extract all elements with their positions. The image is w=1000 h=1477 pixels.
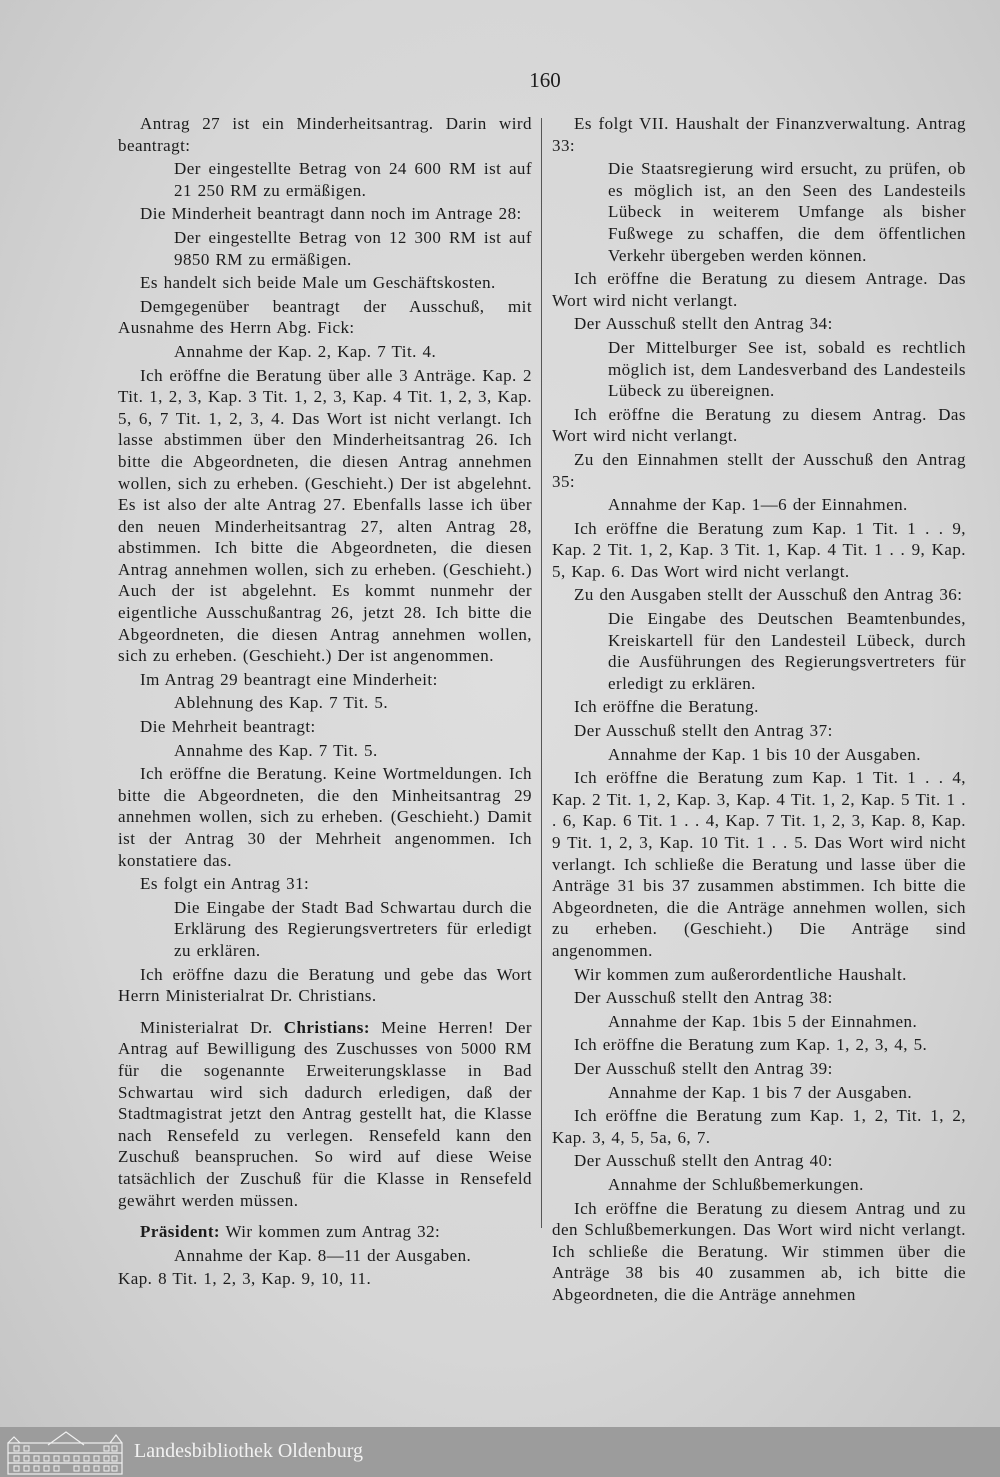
text-run: Demgegenüber beantragt der Ausschuß, mit Ausnahme des Herrn Abg. Fick: xyxy=(118,296,532,338)
text-run: Im Antrag 29 beantragt eine Minderheit: xyxy=(140,669,438,689)
indented-motion-text xyxy=(118,897,532,962)
paragraph xyxy=(118,1221,532,1243)
speaker-name: Präsident: xyxy=(140,1222,221,1242)
text-run: Annahme der Kap. 1 bis 10 der Ausgaben. xyxy=(608,744,922,764)
indented-motion-text xyxy=(552,158,966,266)
text-run: Ich eröffne die Beratung über alle 3 Anträge. Kap. 2 Tit. 1, 2, 3, Kap. 3 Tit. 1, 2, 3, Kap. 4 Tit. 1, 2, 3, Kap. 5, 6, 7 Tit. 1, 2, 3, 4. Das Wort ist nicht verlangt. Ich lasse abstimmen über den Minderheitsantrag 26. Ich bitte die Abgeordneten, die diesen Antrag annehmen wollen, sich zu erheben. (Geschieht.) Der ist abgelehnt. Es ist also der alte Antrag 27. Ebenfalls lasse ich über den neuen Minderheitsantrag 27, alten Antrag 28, abstimmen. Ich bitte die Abgeordneten, die diesen Antrag annehmen wollen, sich zu erheben. (Geschieht.) Auch der ist abgelehnt. Es kommt nunmehr der eigentliche Ausschußantrag 26, jetzt 28. Ich bitte die Abgeordneten, die diesen Antrag annehmen wollen, sich zu erheben. (Geschieht.) Der ist angenommen. xyxy=(118,365,532,666)
text-run: Annahme der Kap. 8—11 der Ausgaben. xyxy=(174,1245,472,1265)
text-run: Ich eröffne die Beratung zu diesem Antrag. Das Wort wird nicht verlangt. xyxy=(552,404,966,446)
paragraph xyxy=(118,272,532,294)
paragraph xyxy=(118,1268,532,1290)
text-run: Der eingestellte Betrag von 24 600 RM ist auf 21 250 RM zu ermäßigen. xyxy=(174,159,532,200)
indented-motion-text xyxy=(118,341,532,363)
paragraph xyxy=(118,669,532,691)
text-run: Ministerialrat Dr. xyxy=(140,1017,284,1037)
paragraph xyxy=(118,203,532,225)
text-run: Ich eröffne die Beratung zum Kap. 1 Tit. 1 . . 4, Kap. 2 Tit. 1, 2, Kap. 3, Kap. 4 Tit. 1, 2, Kap. 5 Tit. 1 . . 6, Kap. 6 Tit. 1 . . 4, Kap. 7 Tit. 1, 2, 3, Kap. 8, Kap. 9 Tit. 1, 2, 3, Kap. 10 Tit. 1 . . 5. Das Wort wird nicht verlangt. Ich schließe die Beratung und lasse über die Anträge 31 bis 37 zusammen abstimmen. Ich bitte die Abgeordneten, die die Anträge annehmen wollen, sich zu erheben. (Geschieht.) Die Anträge sind angenommen. xyxy=(552,768,966,960)
text-run: Ich eröffne die Beratung zu diesem Antrag und zu den Schlußbemerkungen. Das Wort wird nicht verlangt. Ich schließe die Beratung. Wir stimmen über die Anträge 38 bis 40 zusammen ab, ich bitte die Abgeordneten, die die Anträge annehmen xyxy=(552,1198,966,1304)
text-run: Wir kommen zum außerordentliche Haushalt. xyxy=(574,964,907,984)
paragraph xyxy=(552,696,966,718)
text-run: Die Eingabe des Deutschen Beamtenbundes, Kreiskartell für den Landesteil Lübeck, durch die Ausführungen des Regierungsvertreters für erledigt zu erklären. xyxy=(608,609,966,693)
indented-motion-text xyxy=(552,337,966,402)
text-run: Ich eröffne die Beratung. Keine Wortmeldungen. Ich bitte die Abgeordneten, die den Minheitsantrag 29 annehmen wollen, sich zu erheben. (Geschieht.) Damit ist der Antrag 30 der Mehrheit angenommen. Ich konstatiere das. xyxy=(118,764,532,870)
indented-motion-text xyxy=(552,494,966,516)
indented-motion-text xyxy=(552,1082,966,1104)
text-run: Ich eröffne die Beratung zum Kap. 1, 2, 3, 4, 5. xyxy=(574,1035,928,1055)
paragraph xyxy=(552,113,966,156)
text-run: Der Ausschuß stellt den Antrag 38: xyxy=(574,988,833,1008)
indented-motion-text xyxy=(118,158,532,201)
indented-motion-text xyxy=(118,740,532,762)
text-run: Annahme der Kap. 2, Kap. 7 Tit. 4. xyxy=(174,341,437,361)
text-run: Ich eröffne dazu die Beratung und gebe das Wort Herrn Ministerialrat Dr. Christians. xyxy=(118,964,532,1006)
left-column xyxy=(118,113,532,1292)
paragraph xyxy=(552,268,966,311)
text-run: Zu den Ausgaben stellt der Ausschuß den Antrag 36: xyxy=(574,585,963,605)
paragraph xyxy=(552,518,966,583)
column-divider xyxy=(541,118,542,1228)
paragraph xyxy=(552,987,966,1009)
indented-motion-text xyxy=(552,744,966,766)
text-run: Der eingestellte Betrag von 12 300 RM ist auf 9850 RM zu ermäßigen. xyxy=(174,227,532,269)
paragraph xyxy=(552,1034,966,1056)
indented-motion-text xyxy=(552,608,966,694)
text-run: Der Ausschuß stellt den Antrag 39: xyxy=(574,1058,833,1078)
text-run: Ich eröffne die Beratung zum Kap. 1 Tit. 1 . . 9, Kap. 2 Tit. 1, 2, Kap. 3 Tit. 1, Kap. 4 Tit. 1 . . 9, Kap. 5, Kap. 6. Das Wort wird nicht verlangt. xyxy=(552,518,966,581)
speaker-name: Christians: xyxy=(283,1017,370,1037)
paragraph xyxy=(552,449,966,492)
text-run: Zu den Einnahmen stellt der Ausschuß den Antrag 35: xyxy=(552,449,966,491)
text-run: Es folgt ein Antrag 31: xyxy=(140,874,310,894)
indented-motion-text xyxy=(118,1245,532,1267)
paragraph xyxy=(118,365,532,667)
text-run: Annahme des Kap. 7 Tit. 5. xyxy=(174,740,378,760)
library-building-icon xyxy=(6,1431,124,1475)
paragraph xyxy=(552,1198,966,1306)
text-run: Ich eröffne die Beratung zu diesem Antrage. Das Wort wird nicht verlangt. xyxy=(552,269,966,310)
text-run: Ich eröffne die Beratung. xyxy=(574,697,759,717)
paragraph xyxy=(118,113,532,156)
text-run: Annahme der Kap. 1—6 der Einnahmen. xyxy=(608,495,908,515)
paragraph xyxy=(552,1150,966,1172)
paragraph xyxy=(552,1105,966,1148)
paragraph xyxy=(118,716,532,738)
text-run: Die Staatsregierung wird ersucht, zu prüfen, ob es möglich ist, an den Seen des Landesteils Lübeck in weiterem Umfange als bisher Fußwege zu schaffen, die dem öffentlichen Verkehr übergeben werden können. xyxy=(608,159,966,265)
page-number: 160 xyxy=(529,68,561,92)
paragraph xyxy=(552,404,966,447)
text-run: Annahme der Kap. 1 bis 7 der Ausgaben. xyxy=(608,1082,913,1102)
text-run: Die Mehrheit beantragt: xyxy=(140,717,316,737)
text-run: Der Mittelburger See ist, sobald es rechtlich möglich ist, dem Landesverband des Landesteils Lübeck zu übereignen. xyxy=(608,337,966,401)
text-run: Ablehnung des Kap. 7 Tit. 5. xyxy=(174,693,389,713)
text-run: Kap. 8 Tit. 1, 2, 3, Kap. 9, 10, 11. xyxy=(118,1269,372,1289)
indented-motion-text xyxy=(118,692,532,714)
text-run: Der Ausschuß stellt den Antrag 34: xyxy=(574,314,833,334)
text-run: Annahme der Schlußbemerkungen. xyxy=(608,1174,864,1194)
paragraph xyxy=(552,1058,966,1080)
paragraph xyxy=(552,584,966,606)
text-run: Der Ausschuß stellt den Antrag 40: xyxy=(574,1151,833,1171)
text-run: Die Eingabe der Stadt Bad Schwartau durch die Erklärung des Regierungsvertreters für erledigt zu erklären. xyxy=(174,897,532,960)
text-run: Antrag 27 ist ein Minderheitsantrag. Darin wird beantragt: xyxy=(118,114,532,155)
text-run: Es handelt sich beide Male um Geschäftskosten. xyxy=(140,273,496,293)
paragraph xyxy=(118,1017,532,1211)
paragraph xyxy=(118,964,532,1007)
footer-bar xyxy=(0,1427,1000,1477)
text-run: Ich eröffne die Beratung zum Kap. 1, 2, Tit. 1, 2, Kap. 3, 4, 5, 5a, 6, 7. xyxy=(552,1106,966,1147)
indented-motion-text xyxy=(118,227,532,270)
paragraph xyxy=(552,720,966,742)
paragraph xyxy=(118,763,532,871)
text-run: Es folgt VII. Haushalt der Finanzverwaltung. Antrag 33: xyxy=(552,114,966,155)
text-run: Die Minderheit beantragt dann noch im Antrage 28: xyxy=(140,204,522,224)
paragraph xyxy=(552,313,966,335)
text-run: Annahme der Kap. 1bis 5 der Einnahmen. xyxy=(608,1011,918,1031)
paragraph xyxy=(552,767,966,961)
paragraph xyxy=(118,296,532,339)
right-column xyxy=(552,113,966,1307)
library-name: Landesbibliothek Oldenburg xyxy=(134,1440,364,1462)
paragraph xyxy=(118,873,532,895)
text-run: Der Ausschuß stellt den Antrag 37: xyxy=(574,721,833,741)
text-run: Meine Herren! Der Antrag auf Bewilligung des Zuschusses von 5000 RM für die sogenannte Erweiterungsklasse in Bad Schwartau wird sich dadurch erledigen, daß der Stadtmagistrat jetzt den Antrag gestellt hat, die Klasse nach Rensefeld zu verlegen. Rensefeld kann den Zuschuß beanspruchen. So wird auf diese Weise tatsächlich der Zuschuß für die Klasse in Rensefeld gewährt werden müssen. xyxy=(118,1017,532,1210)
indented-motion-text xyxy=(552,1011,966,1033)
paragraph xyxy=(552,964,966,986)
text-run: Wir kommen zum Antrag 32: xyxy=(220,1222,441,1242)
indented-motion-text xyxy=(552,1174,966,1196)
